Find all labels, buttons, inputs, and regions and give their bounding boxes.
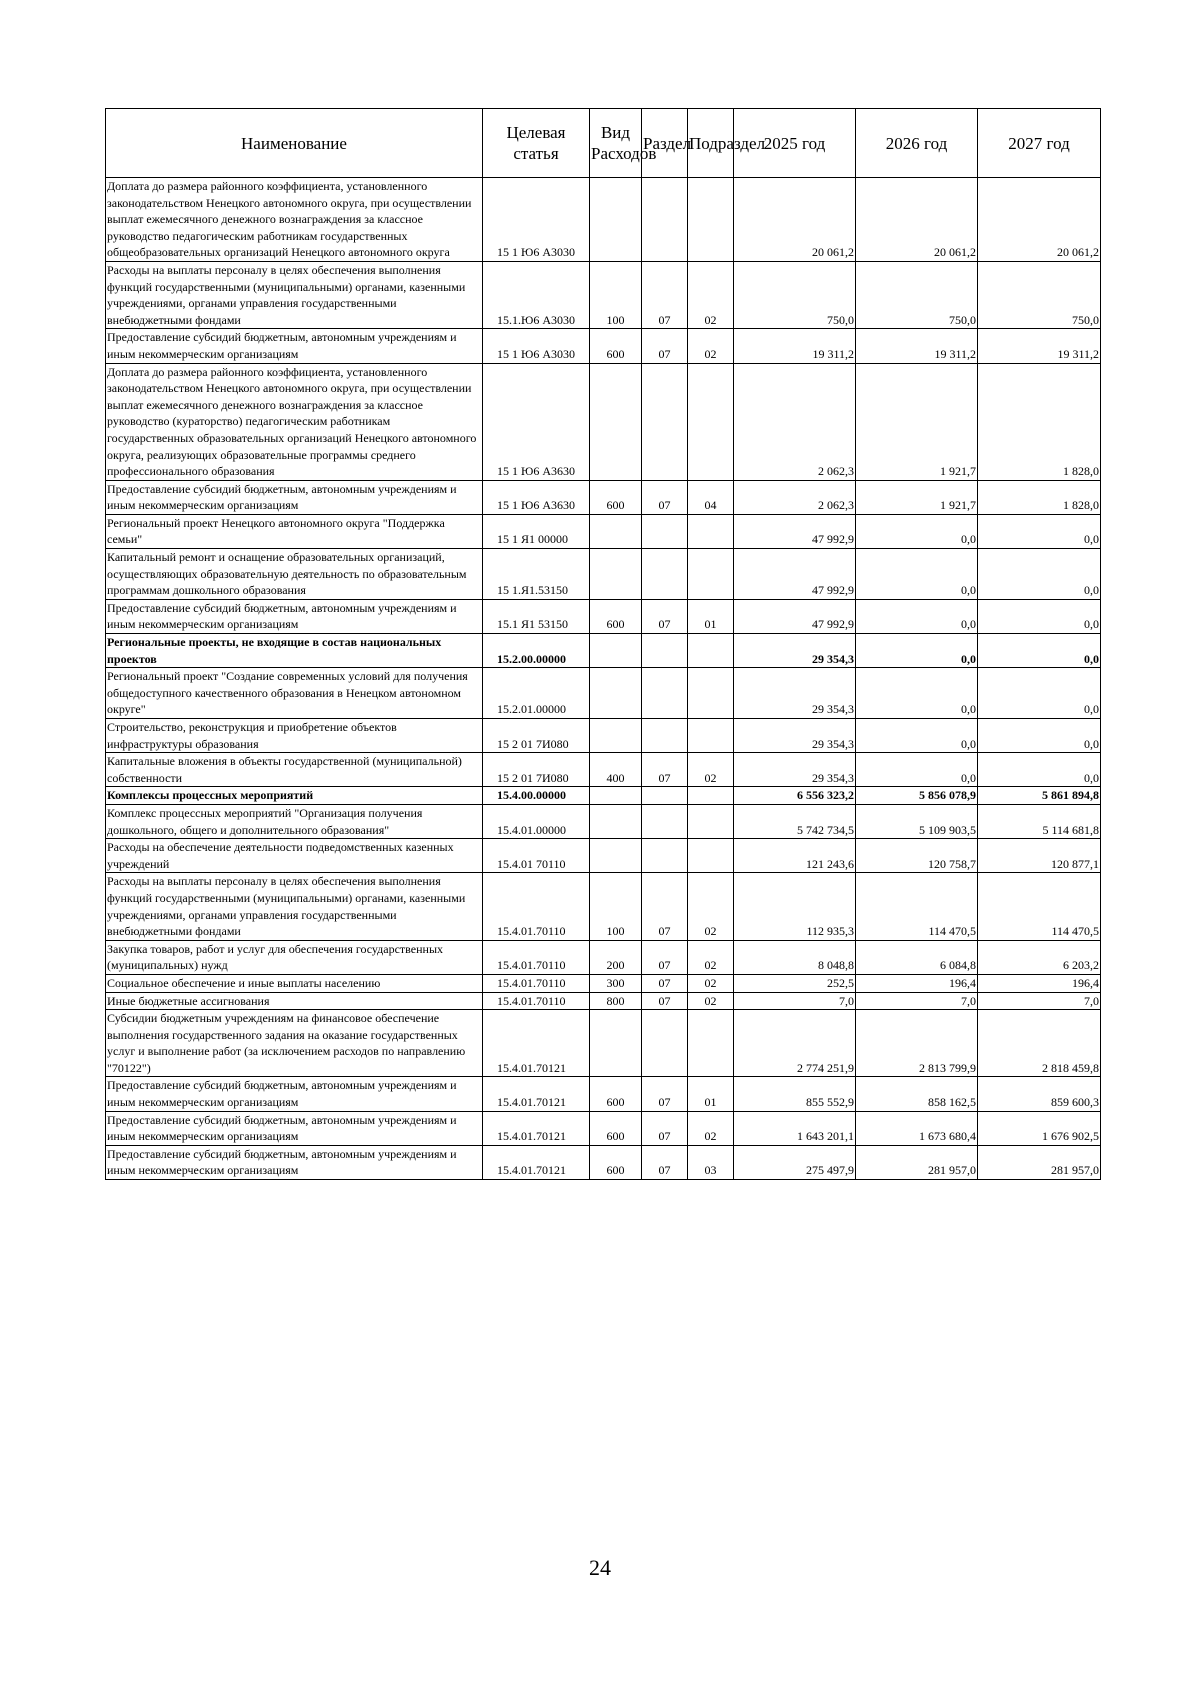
cell-2025: 6 556 323,2	[734, 787, 856, 805]
cell-2025: 5 742 734,5	[734, 804, 856, 838]
cell-2027: 750,0	[978, 261, 1101, 328]
cell-code: 15 1 Ю6 А3630	[483, 363, 590, 480]
cell-name: Региональные проекты, не входящие в состав национальных проектов	[106, 634, 483, 668]
cell-razdel: 07	[642, 1077, 688, 1111]
cell-2026: 2 813 799,9	[856, 1010, 978, 1077]
cell-2026: 120 758,7	[856, 839, 978, 873]
cell-code: 15 1 Я1 00000	[483, 514, 590, 548]
cell-2026: 6 084,8	[856, 940, 978, 974]
cell-2025: 29 354,3	[734, 668, 856, 719]
cell-vid	[590, 363, 642, 480]
cell-razdel: 07	[642, 873, 688, 940]
cell-2026: 281 957,0	[856, 1145, 978, 1179]
budget-table	[105, 108, 1101, 1180]
table-row	[106, 480, 1101, 514]
cell-code: 15 1 Ю6 А3030	[483, 329, 590, 363]
cell-podrazdel	[688, 549, 734, 600]
cell-name: Строительство, реконструкция и приобретение объектов инфраструктуры образования	[106, 719, 483, 753]
table-row	[106, 1111, 1101, 1145]
cell-code: 15.4.00.00000	[483, 787, 590, 805]
cell-code: 15.4.01.70121	[483, 1111, 590, 1145]
cell-code: 15 2 01 7И080	[483, 753, 590, 787]
cell-razdel: 07	[642, 480, 688, 514]
cell-razdel	[642, 1010, 688, 1077]
cell-name: Субсидии бюджетным учреждениям на финансовое обеспечение выполнения государственного задания на оказание государственных услуг и выполнение работ (за исключением расходов по направлению "70122")	[106, 1010, 483, 1077]
cell-code: 15.4.01.70121	[483, 1010, 590, 1077]
cell-podrazdel: 03	[688, 1145, 734, 1179]
cell-podrazdel	[688, 804, 734, 838]
cell-2025: 29 354,3	[734, 753, 856, 787]
header-name: Наименование	[106, 109, 483, 178]
cell-razdel: 07	[642, 974, 688, 992]
cell-podrazdel	[688, 1010, 734, 1077]
table-row	[106, 974, 1101, 992]
cell-vid: 600	[590, 1111, 642, 1145]
cell-2027: 5 114 681,8	[978, 804, 1101, 838]
header-vid: Вид Расходов	[590, 109, 642, 178]
cell-2025: 8 048,8	[734, 940, 856, 974]
table-row	[106, 753, 1101, 787]
cell-razdel: 07	[642, 940, 688, 974]
cell-razdel: 07	[642, 1145, 688, 1179]
cell-2026: 0,0	[856, 668, 978, 719]
cell-2027: 281 957,0	[978, 1145, 1101, 1179]
table-row	[106, 363, 1101, 480]
cell-2027: 859 600,3	[978, 1077, 1101, 1111]
cell-razdel: 07	[642, 261, 688, 328]
cell-code: 15 2 01 7И080	[483, 719, 590, 753]
table-header-row	[106, 109, 1101, 178]
cell-2025: 29 354,3	[734, 719, 856, 753]
table-row	[106, 1145, 1101, 1179]
cell-name: Предоставление субсидий бюджетным, автономным учреждениям и иным некоммерческим организациям	[106, 1077, 483, 1111]
cell-2026: 1 673 680,4	[856, 1111, 978, 1145]
cell-2026: 196,4	[856, 974, 978, 992]
cell-code: 15.1.Ю6 А3030	[483, 261, 590, 328]
header-code: Целевая статья	[483, 109, 590, 178]
cell-code: 15.2.00.00000	[483, 634, 590, 668]
cell-2025: 47 992,9	[734, 549, 856, 600]
cell-2026: 19 311,2	[856, 329, 978, 363]
cell-2026: 5 856 078,9	[856, 787, 978, 805]
header-2027: 2027 год	[978, 109, 1101, 178]
cell-2026: 750,0	[856, 261, 978, 328]
cell-code: 15.1 Я1 53150	[483, 599, 590, 633]
cell-2027: 0,0	[978, 668, 1101, 719]
cell-2025: 2 062,3	[734, 363, 856, 480]
cell-code: 15.2.01.00000	[483, 668, 590, 719]
table-row	[106, 719, 1101, 753]
cell-vid: 600	[590, 1077, 642, 1111]
cell-vid	[590, 1010, 642, 1077]
cell-2026: 20 061,2	[856, 178, 978, 262]
cell-podrazdel: 02	[688, 974, 734, 992]
cell-razdel: 07	[642, 599, 688, 633]
cell-2025: 2 774 251,9	[734, 1010, 856, 1077]
cell-name: Комплекс процессных мероприятий "Организация получения дошкольного, общего и дополнительного образования"	[106, 804, 483, 838]
cell-2027: 2 818 459,8	[978, 1010, 1101, 1077]
cell-2027: 0,0	[978, 549, 1101, 600]
cell-code: 15.4.01.70121	[483, 1077, 590, 1111]
cell-name: Региональный проект "Создание современных условий для получения общедоступного качественного образования в Ненецком автономном округе"	[106, 668, 483, 719]
cell-2026: 0,0	[856, 549, 978, 600]
table-row	[106, 787, 1101, 805]
cell-podrazdel: 02	[688, 329, 734, 363]
cell-2027: 20 061,2	[978, 178, 1101, 262]
cell-code: 15.4.01.00000	[483, 804, 590, 838]
cell-vid: 600	[590, 329, 642, 363]
table-row	[106, 1077, 1101, 1111]
cell-razdel	[642, 514, 688, 548]
table-row	[106, 514, 1101, 548]
cell-podrazdel: 02	[688, 873, 734, 940]
cell-code: 15.4.01.70110	[483, 974, 590, 992]
table-body	[106, 178, 1101, 1180]
cell-vid	[590, 804, 642, 838]
cell-2025: 47 992,9	[734, 599, 856, 633]
cell-name: Предоставление субсидий бюджетным, автономным учреждениям и иным некоммерческим организациям	[106, 1111, 483, 1145]
cell-razdel	[642, 668, 688, 719]
cell-podrazdel	[688, 514, 734, 548]
cell-name: Доплата до размера районного коэффициента, установленного законодательством Ненецкого автономного округа, при осуществлении выплат ежемесячного денежного вознаграждения за классное руководство (кураторство) педагогическим работникам государственных образовательных организаций Ненецкого автономного округа, реализующих образовательные программы среднего профессионального образования	[106, 363, 483, 480]
cell-2027: 1 828,0	[978, 480, 1101, 514]
cell-podrazdel	[688, 787, 734, 805]
header-2025: 2025 год	[734, 109, 856, 178]
cell-vid: 600	[590, 480, 642, 514]
header-2026: 2026 год	[856, 109, 978, 178]
cell-vid: 100	[590, 873, 642, 940]
cell-code: 15 1 Ю6 А3030	[483, 178, 590, 262]
cell-name: Предоставление субсидий бюджетным, автономным учреждениям и иным некоммерческим организациям	[106, 480, 483, 514]
cell-razdel: 07	[642, 1111, 688, 1145]
cell-code: 15 1.Я1.53150	[483, 549, 590, 600]
cell-name: Расходы на выплаты персоналу в целях обеспечения выполнения функций государственными (муниципальными) органами, казенными учреждениями, органами управления государственными внебюджетными фондами	[106, 873, 483, 940]
cell-2026: 858 162,5	[856, 1077, 978, 1111]
cell-2027: 7,0	[978, 992, 1101, 1010]
cell-2025: 121 243,6	[734, 839, 856, 873]
header-podrazdel: Подраздел	[688, 109, 734, 178]
cell-name: Закупка товаров, работ и услуг для обеспечения государственных (муниципальных) нужд	[106, 940, 483, 974]
cell-vid	[590, 787, 642, 805]
cell-code: 15.4.01.70110	[483, 873, 590, 940]
cell-podrazdel: 01	[688, 599, 734, 633]
cell-2025: 29 354,3	[734, 634, 856, 668]
cell-name: Иные бюджетные ассигнования	[106, 992, 483, 1010]
cell-2025: 2 062,3	[734, 480, 856, 514]
cell-razdel	[642, 634, 688, 668]
cell-razdel	[642, 363, 688, 480]
cell-vid	[590, 668, 642, 719]
cell-2025: 47 992,9	[734, 514, 856, 548]
cell-2027: 1 676 902,5	[978, 1111, 1101, 1145]
cell-2026: 0,0	[856, 634, 978, 668]
cell-razdel: 07	[642, 992, 688, 1010]
table-row	[106, 549, 1101, 600]
cell-2026: 5 109 903,5	[856, 804, 978, 838]
cell-2025: 252,5	[734, 974, 856, 992]
table-row	[106, 839, 1101, 873]
cell-razdel	[642, 839, 688, 873]
cell-2026: 0,0	[856, 514, 978, 548]
cell-razdel	[642, 178, 688, 262]
cell-name: Социальное обеспечение и иные выплаты населению	[106, 974, 483, 992]
cell-razdel	[642, 719, 688, 753]
cell-code: 15.4.01 70110	[483, 839, 590, 873]
cell-2026: 114 470,5	[856, 873, 978, 940]
cell-razdel	[642, 787, 688, 805]
cell-razdel: 07	[642, 753, 688, 787]
cell-podrazdel	[688, 719, 734, 753]
cell-name: Комплексы процессных мероприятий	[106, 787, 483, 805]
cell-name: Предоставление субсидий бюджетным, автономным учреждениям и иным некоммерческим организациям	[106, 329, 483, 363]
cell-2025: 20 061,2	[734, 178, 856, 262]
table-row	[106, 992, 1101, 1010]
cell-2025: 855 552,9	[734, 1077, 856, 1111]
cell-2025: 750,0	[734, 261, 856, 328]
table-row	[106, 329, 1101, 363]
cell-podrazdel: 02	[688, 992, 734, 1010]
cell-2026: 0,0	[856, 753, 978, 787]
cell-2027: 5 861 894,8	[978, 787, 1101, 805]
page-number: 24	[589, 1555, 611, 1580]
cell-2027: 19 311,2	[978, 329, 1101, 363]
table-row	[106, 873, 1101, 940]
cell-vid: 100	[590, 261, 642, 328]
cell-2027: 0,0	[978, 753, 1101, 787]
cell-name: Предоставление субсидий бюджетным, автономным учреждениям и иным некоммерческим организациям	[106, 1145, 483, 1179]
table-row	[106, 668, 1101, 719]
cell-2027: 1 828,0	[978, 363, 1101, 480]
cell-vid: 800	[590, 992, 642, 1010]
table-row	[106, 940, 1101, 974]
cell-podrazdel	[688, 634, 734, 668]
budget-document	[105, 108, 1100, 1180]
table-row	[106, 178, 1101, 262]
cell-razdel	[642, 804, 688, 838]
cell-vid: 300	[590, 974, 642, 992]
cell-podrazdel	[688, 668, 734, 719]
table-row	[106, 261, 1101, 328]
cell-name: Расходы на обеспечение деятельности подведомственных казенных учреждений	[106, 839, 483, 873]
cell-2027: 0,0	[978, 719, 1101, 753]
cell-2026: 0,0	[856, 599, 978, 633]
cell-podrazdel	[688, 363, 734, 480]
cell-2027: 196,4	[978, 974, 1101, 992]
cell-vid	[590, 514, 642, 548]
cell-podrazdel: 02	[688, 261, 734, 328]
cell-name: Капитальные вложения в объекты государственной (муниципальной) собственности	[106, 753, 483, 787]
cell-name: Региональный проект Ненецкого автономного округа "Поддержка семьи"	[106, 514, 483, 548]
cell-code: 15.4.01.70121	[483, 1145, 590, 1179]
cell-2026: 7,0	[856, 992, 978, 1010]
cell-podrazdel	[688, 839, 734, 873]
cell-podrazdel: 02	[688, 753, 734, 787]
cell-vid	[590, 634, 642, 668]
cell-2027: 114 470,5	[978, 873, 1101, 940]
cell-code: 15 1 Ю6 А3630	[483, 480, 590, 514]
cell-2025: 275 497,9	[734, 1145, 856, 1179]
cell-code: 15.4.01.70110	[483, 940, 590, 974]
cell-2027: 0,0	[978, 514, 1101, 548]
cell-vid	[590, 178, 642, 262]
cell-podrazdel	[688, 178, 734, 262]
cell-podrazdel: 01	[688, 1077, 734, 1111]
cell-podrazdel: 04	[688, 480, 734, 514]
cell-2025: 19 311,2	[734, 329, 856, 363]
cell-name: Предоставление субсидий бюджетным, автономным учреждениям и иным некоммерческим организациям	[106, 599, 483, 633]
table-row	[106, 634, 1101, 668]
cell-2027: 6 203,2	[978, 940, 1101, 974]
cell-name: Расходы на выплаты персоналу в целях обеспечения выполнения функций государственными (муниципальными) органами, казенными учреждениями, органами управления государственными внебюджетными фондами	[106, 261, 483, 328]
cell-2025: 112 935,3	[734, 873, 856, 940]
cell-2027: 0,0	[978, 599, 1101, 633]
cell-name: Капитальный ремонт и оснащение образовательных организаций, осуществляющих образовательную деятельность по образовательным программам дошкольного образования	[106, 549, 483, 600]
cell-vid: 600	[590, 599, 642, 633]
cell-2026: 1 921,7	[856, 363, 978, 480]
cell-razdel: 07	[642, 329, 688, 363]
cell-podrazdel: 02	[688, 940, 734, 974]
cell-vid	[590, 719, 642, 753]
table-row	[106, 1010, 1101, 1077]
cell-podrazdel: 02	[688, 1111, 734, 1145]
table-row	[106, 599, 1101, 633]
cell-vid: 400	[590, 753, 642, 787]
cell-vid: 600	[590, 1145, 642, 1179]
cell-razdel	[642, 549, 688, 600]
cell-2025: 7,0	[734, 992, 856, 1010]
cell-2025: 1 643 201,1	[734, 1111, 856, 1145]
cell-vid	[590, 839, 642, 873]
cell-code: 15.4.01.70110	[483, 992, 590, 1010]
cell-2027: 120 877,1	[978, 839, 1101, 873]
cell-name: Доплата до размера районного коэффициента, установленного законодательством Ненецкого автономного округа, при осуществлении выплат ежемесячного денежного вознаграждения за классное руководство педагогическим работникам государственных общеобразовательных организаций Ненецкого автономного округа	[106, 178, 483, 262]
header-razdel: Раздел	[642, 109, 688, 178]
cell-2027: 0,0	[978, 634, 1101, 668]
cell-2026: 1 921,7	[856, 480, 978, 514]
table-row	[106, 804, 1101, 838]
cell-vid	[590, 549, 642, 600]
cell-vid: 200	[590, 940, 642, 974]
cell-2026: 0,0	[856, 719, 978, 753]
